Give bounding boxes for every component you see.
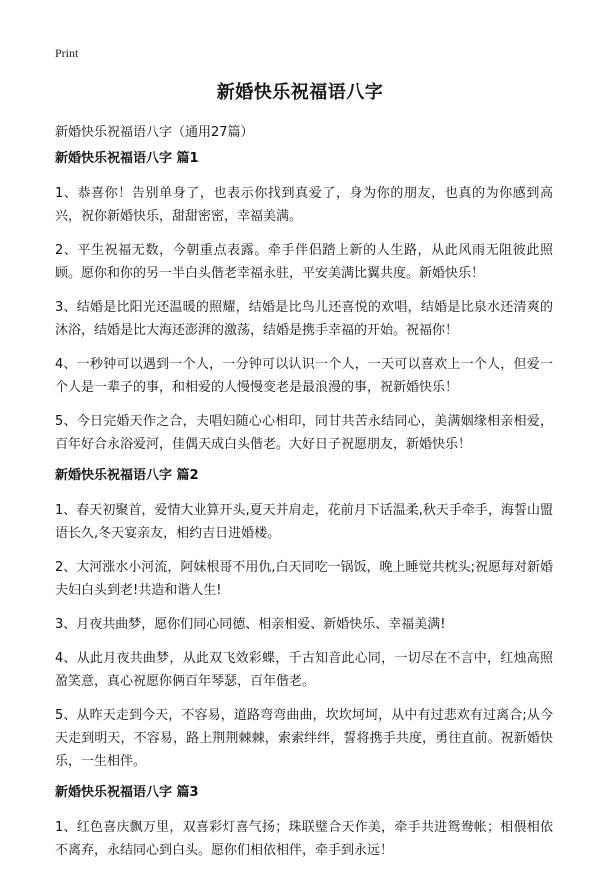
paragraph: 4、一秒钟可以遇到一个人，一分钟可以认识一个人，一天可以喜欢上一个人，但爱一个人是一辈子的事，和相爱的人慢慢变老是最浪漫的事，祝新婚快乐！	[55, 357, 553, 395]
page-title: 新婚快乐祝福语八字	[216, 82, 384, 103]
section-3	[55, 784, 553, 862]
paragraph: 2、平生祝福无数，今朝重点表露。牵手伴侣踏上新的人生路，从此风雨无阻彼此照顾。愿你和你的另一半白头偕老幸福永驻，平安美满比翼共度。新婚快乐！	[55, 243, 553, 281]
subtitle: 新婚快乐祝福语八字（通用27篇）	[55, 125, 254, 140]
paragraph: 5、今日完婚天作之合，夫唱妇随心心相印，同甘共苦永结同心，美满姻缘相亲相爱，百年好合永浴爱河，佳偶天成白头偕老。大好日子祝愿朋友，新婚快乐！	[55, 414, 553, 452]
paragraph: 3、结婚是比阳光还温暖的照耀，结婚是比鸟儿还喜悦的欢唱，结婚是比泉水还清爽的沐浴，结婚是比大海还澎湃的激荡，结婚是携手幸福的开始。祝福你！	[55, 300, 553, 338]
section-1	[55, 150, 553, 456]
paragraph: 1、恭喜你！告别单身了，也表示你找到真爱了，身为你的朋友，也真的为你感到高兴，祝你新婚快乐，甜甜密密，幸福美满。	[55, 186, 553, 224]
paragraph: 4、从此月夜共曲梦，从此双飞效彩蝶，千古知音此心同，一切尽在不言中，红烛高照盈笑意，真心祝愿你俩百年琴瑟，百年偕老。	[55, 651, 553, 689]
section-heading: 新婚快乐祝福语八字 篇2	[55, 468, 199, 483]
paragraph: 2、大河涨水小河流，阿妹根哥不用仇,白天同吃一锅饭，晚上睡觉共枕头;祝愿每对新婚夫妇白头到老!共造和谐人生!	[55, 560, 553, 598]
paragraph: 1、红色喜庆飘万里，双喜彩灯喜气扬；珠联璧合天作美，牵手共进鸳鸯帐；相偎相依不离弃，永结同心到白头。愿你们相依相伴，牵手到永远！	[55, 820, 553, 858]
section-2	[55, 467, 553, 773]
section-heading: 新婚快乐祝福语八字 篇1	[55, 151, 199, 166]
section-heading: 新婚快乐祝福语八字 篇3	[55, 785, 199, 800]
document-body	[55, 150, 553, 873]
paragraph: 5、从昨天走到今天，不容易，道路弯弯曲曲，坎坎坷坷，从中有过悲欢有过离合;从今天走到明天，不容易，路上荆荆棘棘，索索绊绊，誓将携手共度，勇往直前。祝新婚快乐，一生相伴。	[55, 708, 553, 769]
print-label: Print	[55, 46, 79, 60]
paragraph: 1、春天初聚首，爱情大业算开头,夏天并肩走，花前月下话温柔,秋天手牵手，海誓山盟语长久,冬天宴亲友，相约吉日进婚楼。	[55, 503, 553, 541]
paragraph: 3、月夜共曲梦，愿你们同心同德、相亲相爱、新婚快乐、幸福美满!	[55, 617, 446, 632]
